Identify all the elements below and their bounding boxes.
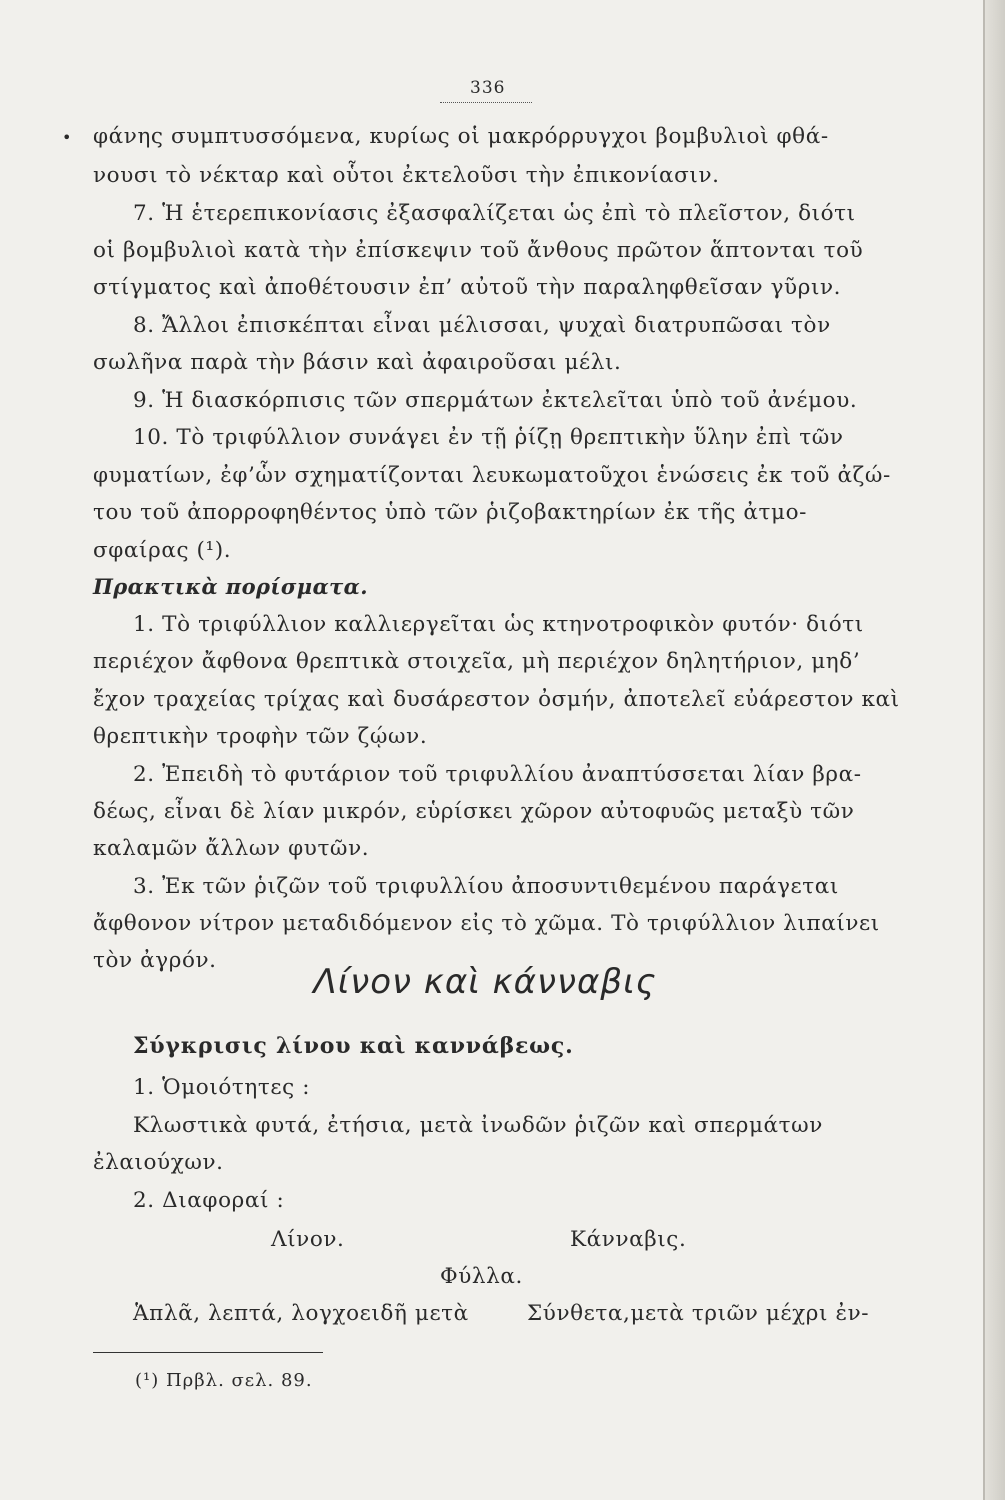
text-line: περιέχον ἄφθονα θρεπτικὰ στοιχεῖα, μὴ περιέχον δηλητήριον, μηδ’ <box>93 649 861 674</box>
column-header-kannabis: Κάνναβις. <box>570 1227 687 1252</box>
text-line: στίγματος καὶ ἀποθέτουσιν ἐπ’ αὐτοῦ τὴν παραληφθεῖσαν γῦριν. <box>93 275 842 300</box>
column-header-linon: Λίνον. <box>271 1227 345 1252</box>
text-line: 8. Ἄλλοι ἐπισκέπται εἶναι μέλισσαι, ψυχαὶ διατρυπῶσαι τὸν <box>133 313 831 338</box>
page-number-rule <box>440 102 532 103</box>
leaves-linon: Ἁπλᾶ, λεπτά, λογχοειδῆ μετὰ <box>133 1301 469 1326</box>
text-line: φάνης συμπτυσσόμενα, κυρίως οἱ μακρόρρυγχοι βομβυλιοὶ φθά- <box>93 124 829 149</box>
text-line: ἄφθονον νίτρον μεταδιδόμενον εἰς τὸ χῶμα. Τὸ τριφύλλιον λιπαίνει <box>93 911 880 936</box>
page-edge <box>983 0 1005 1500</box>
text-line: 3. Ἐκ τῶν ῥιζῶν τοῦ τριφυλλίου ἀποσυντιθεμένου παράγεται <box>133 874 839 899</box>
text-line: 9. Ἡ διασκόρπισις τῶν σπερμάτων ἐκτελεῖται ὑπὸ τοῦ ἀνέμου. <box>133 388 858 413</box>
text-line: Κλωστικὰ φυτά, ἐτήσια, μετὰ ἰνωδῶν ῥιζῶν καὶ σπερμάτων <box>133 1113 823 1138</box>
comparison-heading: Σύγκρισις λίνου καὶ καννάβεως. <box>133 1033 574 1059</box>
text-line: 2. Ἐπειδὴ τὸ φυτάριον τοῦ τριφυλλίου ἀναπτύσσεται λίαν βρα- <box>133 762 862 787</box>
footnote-rule <box>93 1352 323 1353</box>
subheading: Πρακτικὰ πορίσματα. <box>93 574 368 599</box>
text-line: του τοῦ ἀπορροφηθέντος ὑπὸ τῶν ῥιζοβακτηρίων ἐκ τῆς ἀτμο- <box>93 500 808 525</box>
page-edge-line <box>983 0 985 1500</box>
page-number: 336 <box>470 78 506 98</box>
text-line: νουσι τὸ νέκταρ καὶ οὗτοι ἐκτελοῦσι τὴν ἐπικονίασιν. <box>93 163 720 188</box>
text-line: σωλῆνα παρὰ τὴν βάσιν καὶ ἀφαιροῦσαι μέλι. <box>93 350 622 375</box>
text-line: θρεπτικὴν τροφὴν τῶν ζῴων. <box>93 724 428 749</box>
leaves-kannabis: Σύνθετα,μετὰ τριῶν μέχρι ἐν- <box>527 1301 870 1326</box>
margin-mark: • <box>62 128 72 147</box>
footnote: (¹) Πρβλ. σελ. 89. <box>135 1370 313 1391</box>
text-line: καλαμῶν ἄλλων φυτῶν. <box>93 836 370 861</box>
similarities-label: 1. Ὁμοιότητες : <box>133 1075 311 1100</box>
text-line: 1. Τὸ τριφύλλιον καλλιεργεῖται ὡς κτηνοτροφικὸν φυτόν· διότι <box>133 612 864 637</box>
differences-label: 2. Διαφοραί : <box>133 1188 285 1213</box>
text-line: φυματίων, ἐφ’ὧν σχηματίζονται λευκωματοῦχοι ἑνώσεις ἐκ τοῦ ἀζώ- <box>93 463 891 488</box>
text-line: 7. Ἡ ἑτερεπικονίασις ἐξασφαλίζεται ὡς ἐπὶ τὸ πλεῖστον, διότι <box>133 201 856 226</box>
text-line: ἔχον τραχείας τρίχας καὶ δυσάρεστον ὀσμήν, ἀποτελεῖ εὐάρεστον καὶ <box>93 687 900 712</box>
text-line: 10. Τὸ τριφύλλιον συνάγει ἐν τῇ ῥίζῃ θρεπτικὴν ὕλην ἐπὶ τῶν <box>133 425 844 450</box>
row-header-leaves: Φύλλα. <box>440 1264 523 1289</box>
text-line: δέως, εἶναι δὲ λίαν μικρόν, εὑρίσκει χῶρον αὐτοφυῶς μεταξὺ τῶν <box>93 799 855 824</box>
text-line: ἐλαιούχων. <box>93 1150 224 1175</box>
text-line: οἱ βομβυλιοὶ κατὰ τὴν ἐπίσκεψιν τοῦ ἄνθους πρῶτον ἅπτονται τοῦ <box>93 238 864 263</box>
text-line: σφαίρας (¹). <box>93 538 232 563</box>
section-title: Λίνον καὶ κάνναβις <box>313 962 657 1002</box>
text-line: τὸν ἀγρόν. <box>93 948 217 973</box>
